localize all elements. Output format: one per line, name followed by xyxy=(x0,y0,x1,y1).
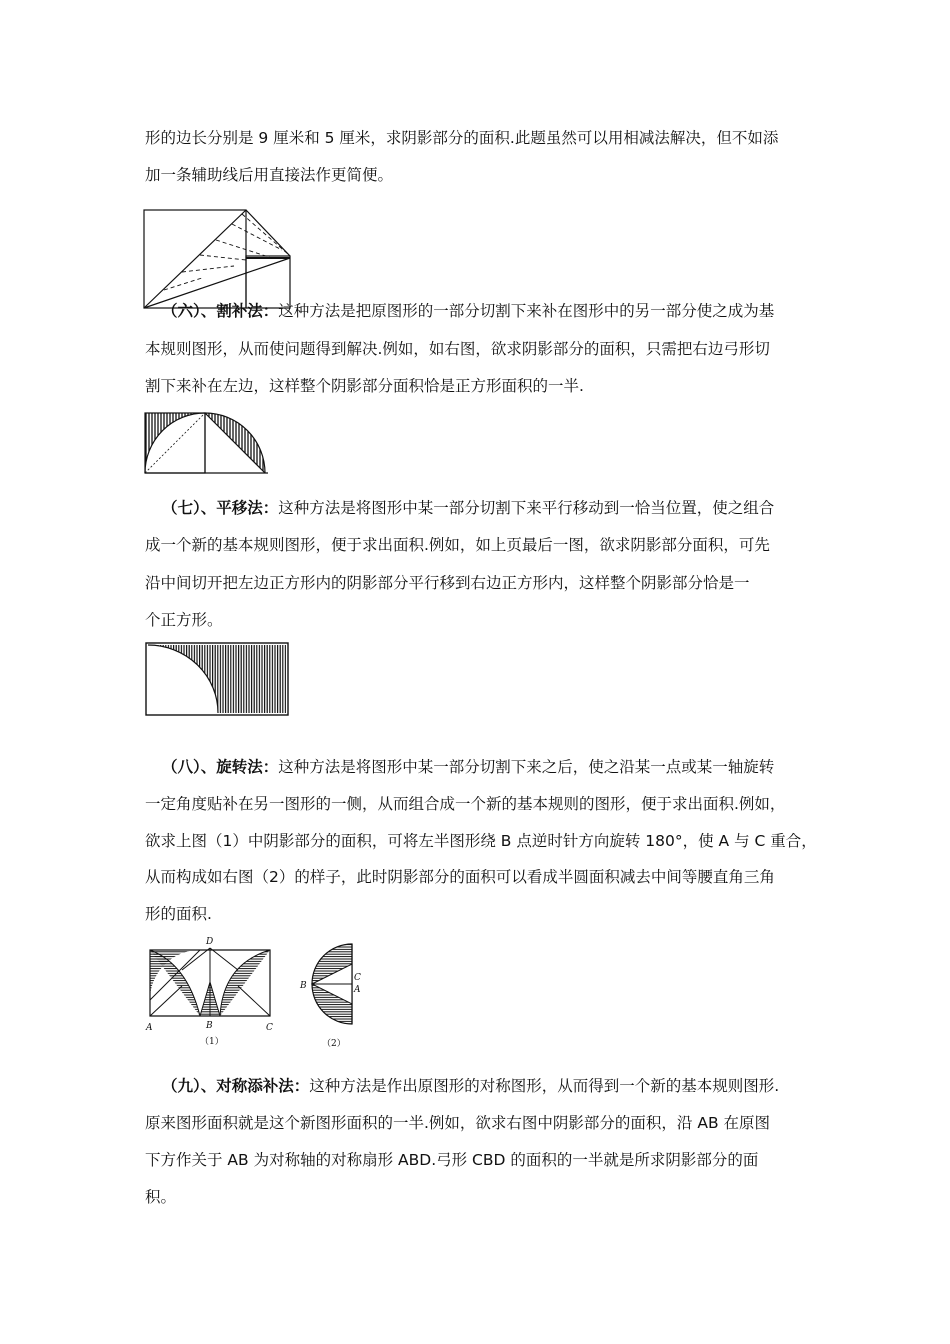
sec6-line-3: 割下来补在左边，这样整个阴影部分面积恰是正方形面积的一半. xyxy=(145,377,584,395)
label-b2: B xyxy=(300,981,307,991)
figure-cut-paste-semicircle xyxy=(142,410,272,476)
sec9-line-1 xyxy=(145,1068,817,1104)
sec6-line-1 xyxy=(145,293,817,329)
sec6-text-1: 这种方法是把原图形的一部分切割下来补在图形中的另一部分使之成为基 xyxy=(278,302,775,320)
sec9-line-4: 积。 xyxy=(145,1188,177,1206)
sec8-heading: （八）、旋转法： xyxy=(162,758,279,776)
sec7-heading: （七）、平移法： xyxy=(162,499,279,517)
caption-2: （2） xyxy=(322,1039,346,1049)
intro-line-2: 加一条辅助线后用直接法作更简便。 xyxy=(145,166,394,184)
sec6-line-2: 本规则图形，从而使问题得到解决.例如，如右图，欲求阴影部分的面积，只需把右边弓形切 xyxy=(145,340,770,358)
sec8-line-3: 欲求上图（1）中阴影部分的面积，可将左半图形绕 B 点逆时针方向旋转 180°，使 A 与 C 重合， xyxy=(145,832,817,850)
label-c: C xyxy=(266,1023,273,1033)
intro-line-1: 形的边长分别是 9 厘米和 5 厘米，求阴影部分的面积.此题虽然可以用相减法解决，但不如添 xyxy=(145,129,779,147)
rotation-figure-2 xyxy=(299,944,361,1049)
caption-1: （1） xyxy=(200,1037,224,1047)
label-a2: A xyxy=(354,985,361,995)
sec7-text-1: 这种方法是将图形中某一部分切割下来平行移动到一恰当位置，使之组合 xyxy=(278,499,775,517)
sec8-text-1: 这种方法是将图形中某一部分切割下来之后，使之沿某一点或某一轴旋转 xyxy=(278,758,775,776)
sec7-line-3: 沿中间切开把左边正方形内的阴影部分平行移到右边正方形内，这样整个阴影部分恰是一 xyxy=(145,574,750,592)
sec9-heading: （九）、对称添补法： xyxy=(162,1077,310,1095)
label-b: B xyxy=(206,1021,213,1031)
sec8-line-2: 一定角度贴补在另一图形的一侧，从而组合成一个新的基本规则的图形，便于求出面积.例如， xyxy=(145,795,786,813)
sec8-line-5: 形的面积. xyxy=(145,905,212,923)
sec9-line-3: 下方作关于 AB 为对称轴的对称扇形 ABD.弓形 CBD 的面积的一半就是所求阴影部分的面 xyxy=(145,1151,759,1169)
sec8-line-4: 从而构成如右图（2）的样子，此时阴影部分的面积可以看成半圆面积减去中间等腰直角三角 xyxy=(145,868,775,886)
sec6-heading: （六）、割补法： xyxy=(162,302,279,320)
sec8-line-1 xyxy=(145,749,817,785)
sec7-line-2: 成一个新的基本规则图形，便于求出面积.例如，如上页最后一图，欲求阴影部分面积，可先 xyxy=(145,536,770,554)
label-d: D xyxy=(206,937,214,947)
sec7-line-4: 个正方形。 xyxy=(145,611,223,629)
sec7-line-1 xyxy=(145,490,817,526)
label-c2: C xyxy=(354,973,361,983)
figure-translation-rectangle xyxy=(144,641,290,717)
label-a: A xyxy=(146,1023,153,1033)
rotation-figure-1 xyxy=(145,937,273,1047)
sec9-text-1: 这种方法是作出原图形的对称图形，从而得到一个新的基本规则图形. xyxy=(309,1077,780,1095)
figure-rotation xyxy=(142,934,362,1054)
sec9-line-2: 原来图形面积就是这个新图形面积的一半.例如，欲求右图中阴影部分的面积，沿 AB 在原图 xyxy=(145,1114,771,1132)
